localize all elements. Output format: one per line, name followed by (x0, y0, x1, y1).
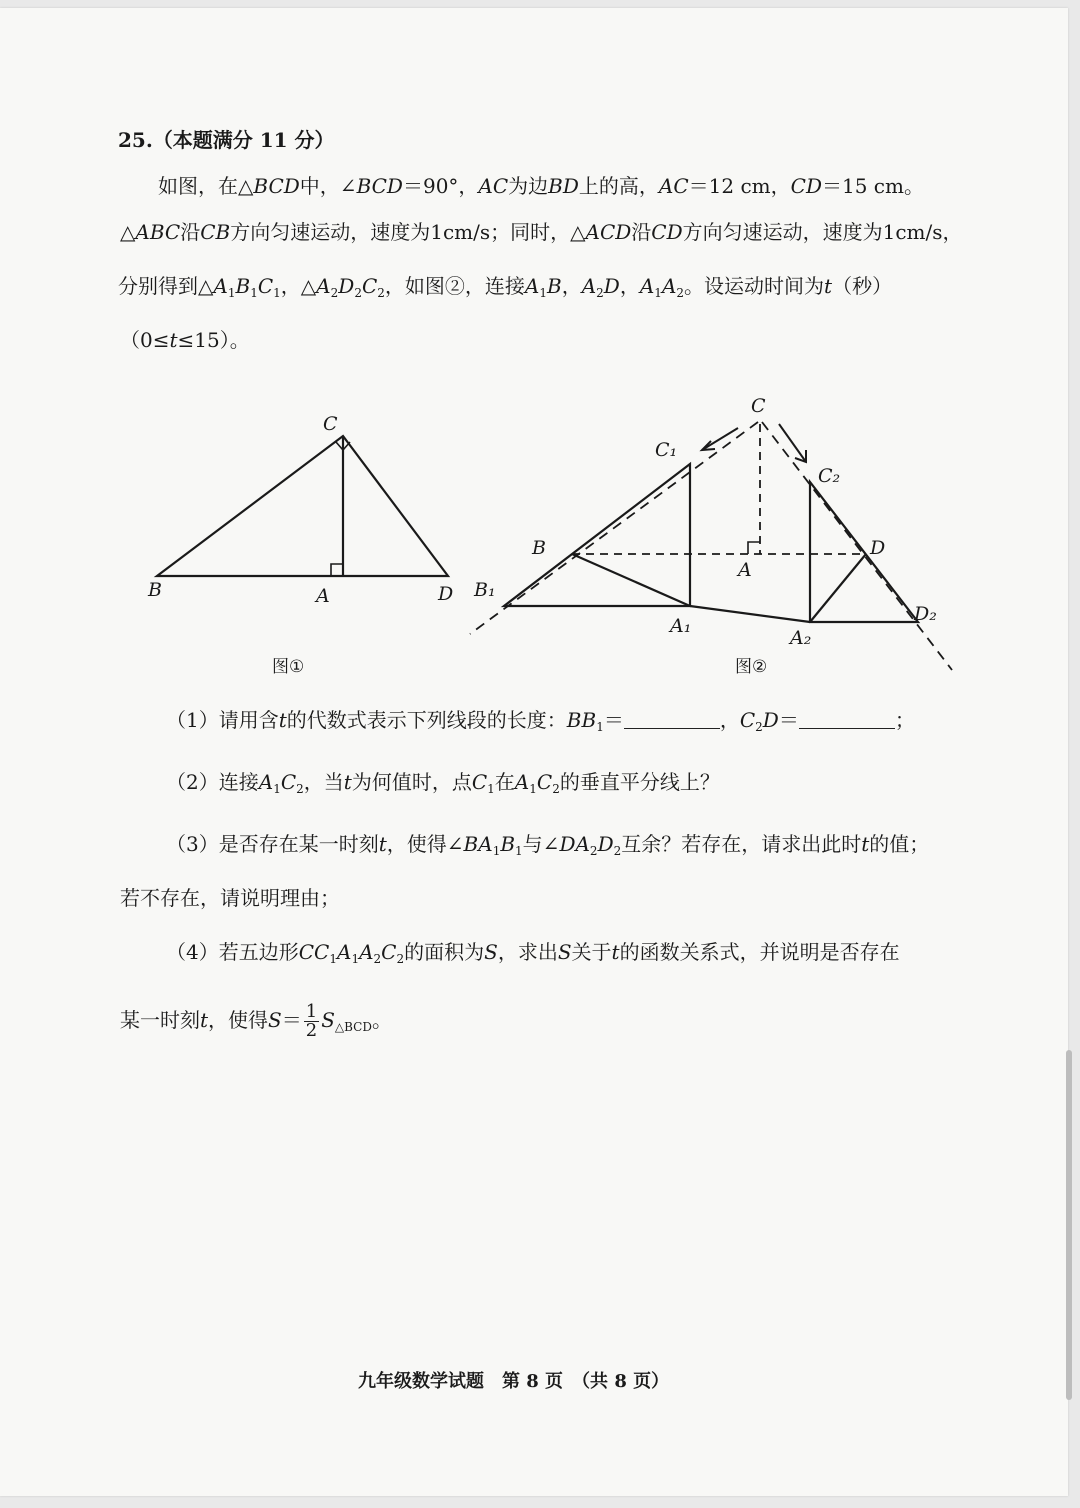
fig1-label-c: C (323, 413, 338, 435)
answer-blank-c2d[interactable] (799, 710, 895, 729)
problem-line-3: 分别得到$\triangle A_1B_1C_1$，$\triangle A_2D_2C_2$，如图②，连接$A_1B$，$A_2D$，$A_1A_2$。设运动时间为t（秒） (118, 274, 893, 300)
fig2-caption: 图② (735, 657, 768, 677)
fig1-label-a: A (316, 585, 330, 607)
fig1-caption: 图① (272, 657, 305, 677)
question-2: （2）连接$A_1C_2$，当t为何值时，点$C_1$在$A_1C_2$的垂直平分线上？ (166, 770, 720, 796)
fig2-label-d2: D₂ (914, 603, 937, 625)
fig2-label-b1: B₁ (474, 579, 496, 601)
problem-line-4: （0≤t≤15）。 (120, 328, 250, 352)
answer-blank-bb1[interactable] (624, 710, 720, 729)
question-3b: 若不存在，请说明理由； (120, 886, 340, 910)
fig2-label-a1: A₁ (670, 615, 692, 637)
page-footer: 九年级数学试题 第 8 页 （共 8 页） (358, 1371, 670, 1392)
arrow-right-shaft (779, 424, 806, 462)
fig2-label-b: B (532, 537, 546, 559)
fig2-label-d: D (870, 537, 886, 559)
fig1-label-d: D (438, 583, 454, 605)
problem-header: 25.（本题满分 11 分） (118, 128, 335, 152)
triangle-bcd (157, 436, 448, 576)
right-angle-a (331, 564, 343, 576)
question-4a: （4）若五边形$CC_1A_1A_2C_2$的面积为S，求出S关于t的函数关系式，并说明是否存在 (166, 940, 900, 966)
problem-line-1: 如图，在△BCD中，∠BCD＝90°，AC为边BD上的高，AC＝12 cm，CD＝15 cm。 (158, 174, 924, 198)
question-1: （1）请用含t的代数式表示下列线段的长度：$BB_1=$ ，$C_2D=$ ； (166, 708, 915, 734)
segment-a2d (810, 554, 866, 622)
fig2-label-a: A (738, 559, 752, 581)
arrow-left-shaft (702, 428, 738, 450)
segment-a1b (572, 554, 690, 606)
problem-line-2: △ABC沿CB方向匀速运动，速度为1cm/s；同时，△ACD沿CD方向匀速运动，速度为1cm/s， (120, 220, 963, 244)
fig2-label-a2: A₂ (790, 627, 812, 649)
question-4b: 某一时刻t，使得S＝ $\frac{1}{2}$ $S_{\triangle BCD}$。 (120, 1001, 392, 1041)
fig1-label-b: B (148, 579, 162, 601)
fig2-label-c2: C₂ (818, 465, 841, 487)
right-angle-a2 (748, 542, 760, 554)
figure-1 (157, 436, 448, 576)
triangle-a1b1c1 (504, 464, 690, 606)
segment-a1a2 (690, 606, 810, 622)
fig2-label-c: C (751, 395, 766, 417)
fig2-label-c1: C₁ (655, 439, 678, 461)
question-3a: （3）是否存在某一时刻t，使得$\angle BA_1B_1$与$\angle DA_2D_2$互余？若存在，请求出此时t的值； (166, 832, 930, 858)
line-cb-dashed (470, 422, 758, 634)
